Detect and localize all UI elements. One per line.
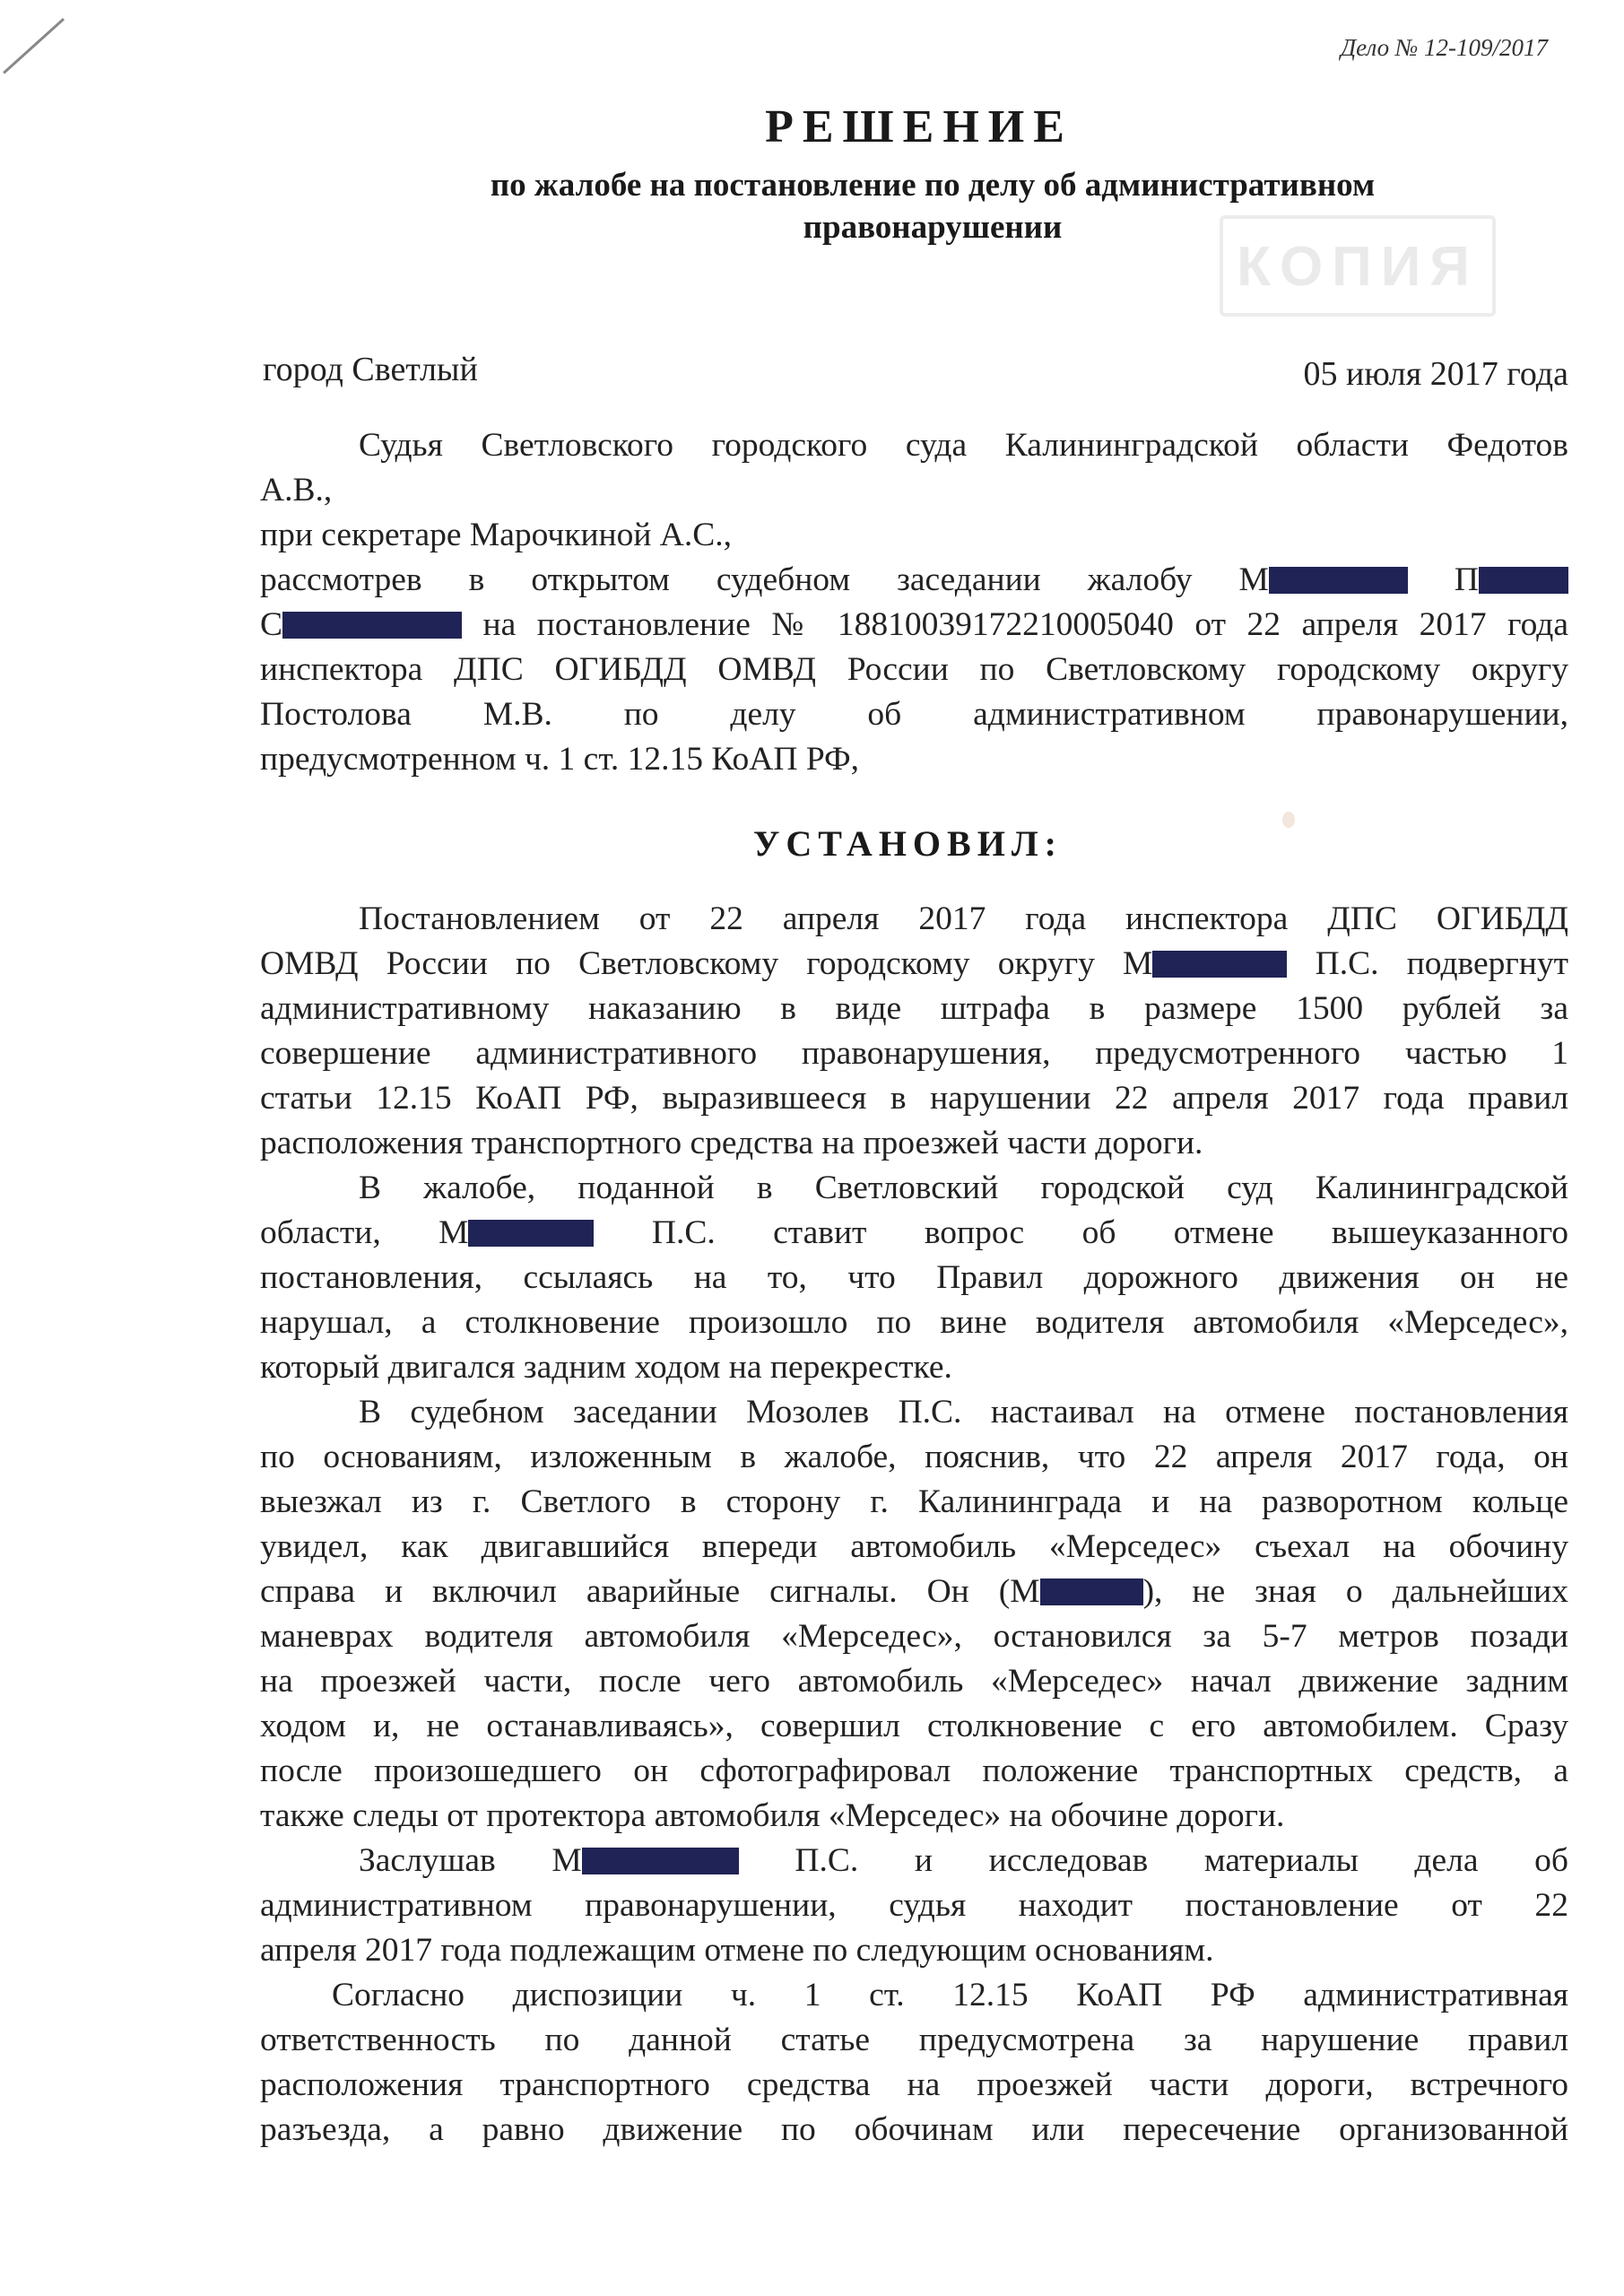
body-line bbox=[260, 1211, 1568, 1256]
body-line: увидел, как двигавшийся впереди автомобиль «Мерседес» съехал на обочину bbox=[260, 1528, 1568, 1565]
redaction-bar bbox=[1269, 567, 1408, 594]
body-line-part: П.С. и исследовав материалы дела об bbox=[795, 1842, 1568, 1879]
body-line: статьи 12.15 КоАП РФ, выразившееся в нарушении 22 апреля 2017 года правил bbox=[260, 1080, 1568, 1117]
body-line-part: П.С. подвергнут bbox=[1315, 945, 1568, 982]
redaction-bar bbox=[468, 1220, 594, 1247]
redaction-bar bbox=[1152, 951, 1287, 978]
body-line: В жалобе, поданной в Светловский городской суд Калининградской bbox=[359, 1170, 1568, 1206]
body-line: В судебном заседании Мозолев П.С. настаивал на отмене постановления bbox=[359, 1394, 1568, 1431]
body-line: расположения транспортного средства на проезжей части дороги. bbox=[260, 1125, 1203, 1161]
body-line bbox=[260, 942, 1568, 987]
pen-mark bbox=[3, 18, 65, 74]
intro-line: А.В., bbox=[260, 472, 333, 509]
body-line: после произошедшего он сфотографировал положение транспортных средств, а bbox=[260, 1752, 1568, 1789]
redaction-bar bbox=[282, 612, 462, 639]
paper-stain bbox=[1282, 812, 1295, 828]
body-line: постановления, ссылаясь на то, что Правил дорожного движения он не bbox=[260, 1259, 1568, 1296]
body-line-part: справа и включил аварийные сигналы. Он (М bbox=[260, 1573, 1040, 1610]
copy-stamp bbox=[1220, 215, 1496, 317]
intro-line-part: П bbox=[1454, 561, 1479, 598]
intro-line bbox=[260, 558, 1568, 603]
intro-line: при секретаре Марочкиной А.С., bbox=[260, 517, 733, 553]
body-line-part: П.С. ставит вопрос об отмене вышеуказанного bbox=[651, 1214, 1569, 1251]
body-line: маневрах водителя автомобиля «Мерседес», остановился за 5-7 метров позади bbox=[260, 1618, 1568, 1655]
intro-line: Судья Светловского городского суда Калининградской области Федотов bbox=[359, 427, 1568, 464]
intro-line: предусмотренном ч. 1 ст. 12.15 КоАП РФ, bbox=[260, 741, 860, 778]
intro-line: Постолова М.В. по делу об административном правонарушении, bbox=[260, 696, 1568, 733]
body-line: апреля 2017 года подлежащим отмене по следующим основаниям. bbox=[260, 1932, 1214, 1969]
body-line: нарушал, а столкновение произошло по вине водителя автомобиля «Мерседес», bbox=[260, 1304, 1568, 1341]
intro-line-part: рассмотрев в открытом судебном заседании жалобу М bbox=[260, 561, 1269, 598]
body-line: ответственность по данной статье предусмотрена за нарушение правил bbox=[260, 2022, 1568, 2058]
body-line: Постановлением от 22 апреля 2017 года инспектора ДПС ОГИБДД bbox=[359, 900, 1568, 937]
intro-line-part: на постановление № 18810039172210005040 от 22 апреля 2017 года bbox=[482, 606, 1569, 643]
body-line: на проезжей части, после чего автомобиль «Мерседес» начал движение задним bbox=[260, 1663, 1568, 1700]
document-subtitle-line-2: правонарушении bbox=[803, 209, 1063, 246]
intro-line: инспектора ДПС ОГИБДД ОМВД России по Светловскому городскому округу bbox=[260, 651, 1568, 688]
body-line-part: ), не зная о дальнейших bbox=[1142, 1573, 1568, 1610]
body-line: административному наказанию в виде штрафа в размере 1500 рублей за bbox=[260, 990, 1568, 1027]
redaction-bar bbox=[1040, 1578, 1143, 1605]
body-line: расположения транспортного средства на проезжей части дороги, встречного bbox=[260, 2066, 1568, 2103]
redaction-bar bbox=[1479, 567, 1568, 594]
body-line: административном правонарушении, судья находит постановление от 22 bbox=[260, 1887, 1568, 1924]
body-line: который двигался задним ходом на перекрестке. bbox=[260, 1349, 952, 1386]
copy-stamp-text: КОПИЯ bbox=[1237, 236, 1479, 298]
intro-line bbox=[260, 603, 1568, 648]
date: 05 июля 2017 года bbox=[1303, 355, 1568, 393]
body-line: разъезда, а равно движение по обочинам или пересечение организованной bbox=[260, 2111, 1568, 2148]
body-line bbox=[260, 1839, 1568, 1883]
body-line: Согласно диспозиции ч. 1 ст. 12.15 КоАП РФ административная bbox=[332, 1977, 1568, 2013]
intro-line-part: С bbox=[260, 606, 283, 643]
body-line bbox=[260, 1570, 1568, 1614]
body-line-part: области, М bbox=[260, 1214, 469, 1251]
body-line-part: Заслушав М bbox=[359, 1842, 582, 1879]
document-title: РЕШЕНИЕ bbox=[765, 101, 1073, 152]
body-line-part: ОМВД России по Светловскому городскому округу М bbox=[260, 945, 1153, 982]
body-line: ходом и, не останавливаясь», совершил столкновение с его автомобилем. Сразу bbox=[260, 1708, 1568, 1744]
document-subtitle-line-1: по жалобе на постановление по делу об административном bbox=[490, 167, 1376, 204]
redaction-bar bbox=[582, 1848, 739, 1874]
city: город Светлый bbox=[263, 351, 478, 388]
body-line: выезжал из г. Светлого в сторону г. Калининграда и на разворотном кольце bbox=[260, 1483, 1568, 1520]
body-line: также следы от протектора автомобиля «Мерседес» на обочине дороги. bbox=[260, 1797, 1285, 1834]
case-number: Дело № 12-109/2017 bbox=[1341, 34, 1549, 61]
section-heading: УСТАНОВИЛ: bbox=[753, 823, 1063, 864]
body-line: по основаниям, изложенным в жалобе, пояснив, что 22 апреля 2017 года, он bbox=[260, 1439, 1568, 1475]
body-line: совершение административного правонарушения, предусмотренного частью 1 bbox=[260, 1035, 1568, 1072]
